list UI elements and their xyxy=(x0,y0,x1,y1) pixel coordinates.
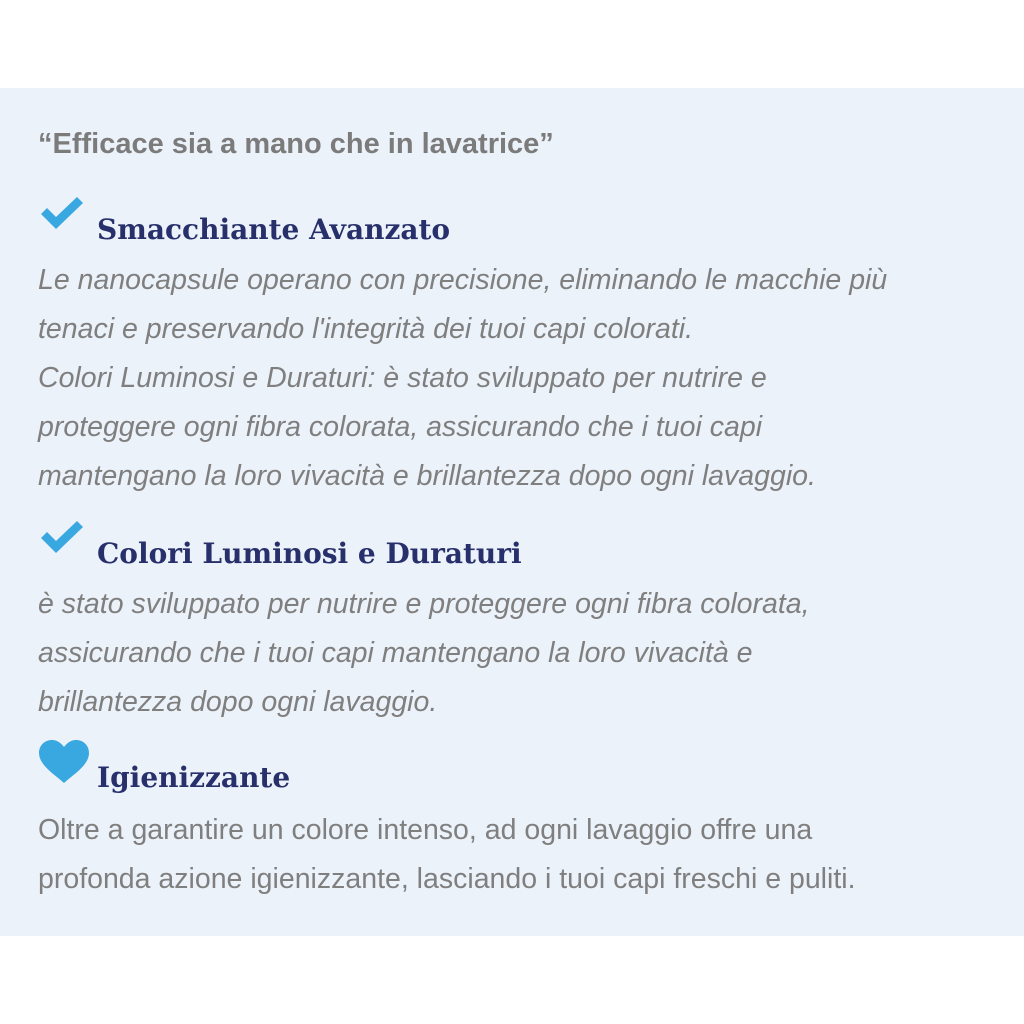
description-line: Colori Luminosi e Duraturi: è stato sviluppato per nutrire e xyxy=(38,362,767,394)
feature-title: Smacchiante Avanzato xyxy=(97,213,451,246)
feature-description-igienizzante xyxy=(38,806,1008,904)
feature-description-colori xyxy=(38,580,1008,727)
description-line: Le nanocapsule operano con precisione, eliminando le macchie più xyxy=(38,264,888,296)
description-line: profonda azione igienizzante, lasciando i tuoi capi freschi e puliti. xyxy=(38,863,856,895)
description-line: assicurando che i tuoi capi mantengano la loro vivacità e xyxy=(38,637,753,669)
description-line: è stato sviluppato per nutrire e proteggere ogni fibra colorata, xyxy=(38,588,810,620)
description-line: tenaci e preservando l'integrità dei tuoi capi colorati. xyxy=(38,313,693,345)
tagline-quote: “Efficace sia a mano che in lavatrice” xyxy=(38,128,554,160)
description-line: brillantezza dopo ogni lavaggio. xyxy=(38,686,438,718)
description-line: mantengano la loro vivacità e brillantezza dopo ogni lavaggio. xyxy=(38,460,816,492)
description-line: Oltre a garantire un colore intenso, ad ogni lavaggio offre una xyxy=(38,814,813,846)
heart-icon xyxy=(38,740,92,784)
feature-heading-smacchiante xyxy=(38,192,998,244)
checkmark-icon xyxy=(38,516,92,560)
checkmark-icon xyxy=(38,192,92,236)
feature-heading-igienizzante xyxy=(38,740,998,792)
feature-title: Igienizzante xyxy=(97,761,291,794)
feature-heading-colori xyxy=(38,516,998,568)
description-line: proteggere ogni fibra colorata, assicurando che i tuoi capi xyxy=(38,411,763,443)
feature-description-smacchiante xyxy=(38,256,1008,501)
feature-title: Colori Luminosi e Duraturi xyxy=(97,537,522,570)
